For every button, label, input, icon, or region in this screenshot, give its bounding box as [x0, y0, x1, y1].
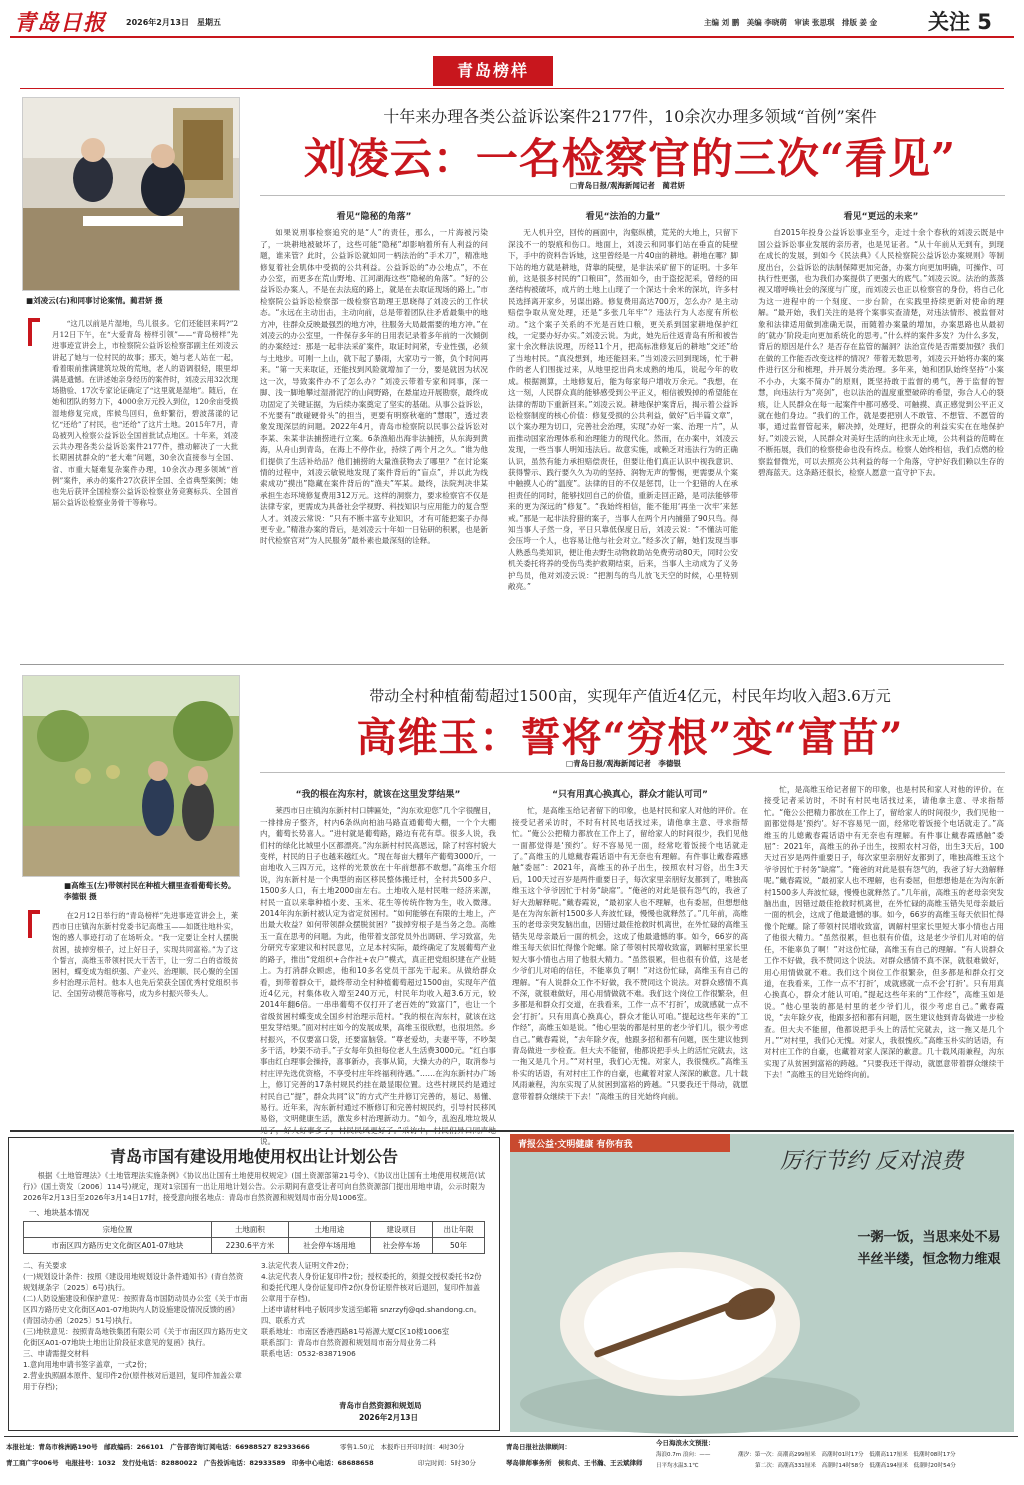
weather-title: 今日海浪水文预报： [656, 1439, 715, 1447]
legal-advisor-title: 青岛日报社法律顾问： [506, 1443, 571, 1451]
notice-title: 青岛市国有建设用地使用权出让计划公告 [109, 1147, 398, 1166]
story1-sec2-title: 看见“法治的力量” [585, 212, 661, 222]
story1-byline: □青岛日报/观海新闻记者 蔺君妍 [570, 181, 685, 190]
table-cell: 50年 [432, 1238, 484, 1254]
story1-photo-caption: ■刘凌云(右)和同事讨论案情。蔺君妍 摄 [26, 296, 163, 305]
legal-advisor-names: 琴岛律师事务所 侯和贞、王书瀚、王云斌律师 [506, 1459, 643, 1467]
section-banner: 青岛榜样 [433, 56, 553, 86]
notice-left-column: 二、有关要求 (一)规划设计条件：按照《建设用地规划设计条件通知书》(青自然资规划规条字〔2025〕6号)执行。 (二)人防设施建设和保护意见：按照青岛市国防动员办公室《关于市南区四方路历史文化街区A01-07地块内人防设施建设情况反馈的函》(青国动办函〔2025〕51号)执行。 (三)地铁意见：按照青岛地铁集团有限公司《关于市南区四方路历史文化街区A01-07地块土地出让阶段征求意见的复函》执行。 三、申请需提交材料 1.意向用地申请书签字盖章，一式2份； 2.营业执照副本原件、复印件2份(原件核对后退回，复印件加盖公章用于存档)； [23, 1261, 248, 1391]
story2-sec2-title: “只有用真心换真心，群众才能认可司” [552, 790, 708, 800]
story2-intro-text: 在2月12日举行的“青岛榜样”先进事迹宣讲会上，莱西市日庄镇沟东新村党委书记高维玉——如既往地朴实，饱的感人事迹打动了在场听众。“我一定要让全村人摆脱贫困，拔掉穷根子，过上好日子，实现共同富裕。”为了这个誓言，高维玉带领村民大干苦干，让一穷二白的省级贫困村，蝶变成为组织强、产业兴、治理顺、民心聚的全国乡村治理示范村。他本人也先后荣获全国优秀村党组织书记、全国劳动模范等称号，成为乡村振兴带头人。 [52, 911, 238, 999]
table-row [24, 1238, 485, 1254]
table-cell: 社会停车场用地 [288, 1238, 370, 1254]
story2-column-3 [764, 784, 1004, 1132]
public-service-ad [510, 1134, 1014, 1432]
story2-column-2 [512, 784, 748, 1132]
intro2-bracket [28, 910, 40, 938]
story1-headline: 刘凌云：一名检察官的三次“看见” [303, 134, 957, 183]
footer-registration: 青工商广字006号 电报挂号：1032 发行处电话：82880022 广告投诉电话：82933589 印务中心电话：68688658 [6, 1459, 374, 1467]
footer-print-time: 印完时间：5时30分 [418, 1459, 476, 1467]
table-cell: 社会停车场 [370, 1238, 432, 1254]
story2-byline: □青岛日报/观海新闻记者 李德银 [566, 759, 681, 768]
ad-slogan-line2: 半丝半缕，恒念物力维艰 [857, 1252, 1001, 1267]
story1-column-2 [508, 206, 738, 652]
story1-sec3-text: 自2015年投身公益诉讼事业至今，走过十余个春秋的刘凌云既是中国公益诉讼事业发展的亲历者，也是见证者。“从十年前从无到有，到现在成长的发展，到如今《民法典》《人民检察院公益诉讼办案规则》等制度出台，公益诉讼的法制保障更加完备，办案方向更加明确，可操作、可执行性更强，也为我们办案提供了更强大的底气。”刘凌云说。法治的蒸蒸视又增呼唤社会的深度与广度，而刘凌云也正以检察官的身份，将自己化为这一进程中的一个刻度、一步台阶，在实践里持续更新对使命的理解。“最开始，我们关注的是将个案事实查清楚，对违法情形、被监督对象和法律适用做到准确无误，而随着办案量的增加，办案思路也从最初的‘就办’阶段走向更加系统化的思考。”什么样的案件多发？为什么多发，背后的原因是什么？是否存在监管的漏洞？法治宣传是否需要加强？我们在做的工作能否改变这样的情况？带着无数思考，刘凌云开始将办案的案件进行区分和梳理，并开展分类治理。多年来，她和团队始终坚持“小案不小办，大案不简办”的原则，既坚持敢于监督的勇气，善于监督的智慧，向违法行为“亮剑”，也以法治的温度重塑破碎的希望，弥合人心的裂痕，让人民群众在每一起案件中都可感受、可触摸、真正感觉到公平正义就在他们身边。“我们的工作，就是要把别人不敢管、不想管、不愿管的事，通过监督管起来，解决掉，处理好，把群众的利益实实在在地保护好。”刘凌云说，人民群众对美好生活的向往永无止境，公共利益的范畴在不断拓展，我们的检察使命也没有终点。检察人始终相信，我们点燃的检察监督微光，可以去照亮公共利益的每一个角落，守护好我们赖以生存的碧海蓝天。这条路还很长，检察人愿意一直守护下去。 [758, 228, 1004, 477]
story2-sec1-title: “我的根在沟东村，就该在这里发芽结果” [295, 790, 461, 800]
story1-sec1-title: 看见“隐秘的角落” [336, 212, 412, 222]
public-notice [8, 1137, 500, 1431]
masthead [0, 0, 1024, 40]
story2-sec2-text: 忙，是高维玉给记者留下的印象，也是村民和家人对他的评价。在接受记者采访时，不时有村民电话找过来，请他拿主意、寻求指帮忙。“俺公公把精力都放在工作上了，留给家人的时间很少，我们见他一面都觉得是‘预约’。好不容易见一面，经常吃着饭接个电话就走了。”高维玉的儿媳戴春霞话语中有无奈也有理解。有件事让戴春霞感触“委屈”：2021年，高维玉的孙子出生，按照农村习俗，出生3天后，100天过百岁是两件重要日子，每次家里亲朋好友都到了，唯独高维玉这个爷爷因忙于村务“缺席”。“俺爸的对此是很有怨气的，我爸了好大劲解释呢。”戴春霞说，“最初家人也不理解，也有委屈，但想想他是在为沟东新村1500多人奔波忙碌，慢慢也就释然了。”几年前，高维玉的老母亲突发脑出血，因错过最佳抢救时机离世，在外忙碌的高维玉错失见母亲最后一面的机会，这成了他最遗憾的事。如今，66岁的高维玉每天依旧忙得像个陀螺。除了带领村民增收致富，调解村里家长里短大事小情也占用了他很大精力。“虽然很累，但也很有价值，这是老少爷们儿对咱的信任，不能辜负了啊！”对这份忙碌，高维玉有自己的理解。“有人说群众工作不好做，我不赞同这个说法。对群众感情不真不深，就很难做好，用心用情做就不难。我们这个岗位工作很繁杂，但多都是和群众打交道，在我看来，工作一点不‘打折’，成就感就一点不会‘打折’。只有用真心换真心，群众才能认可咱。”提起这些年来的“工作经”，高维玉如是说。“他心里装的都是村里的老少爷们儿，很少考虑自己。”戴春霞说，“去年除夕夜，他跟多招和都有问题，医生建议他到青岛做进一步检查。但大夫不能留，他都说把手头上的活忙完就去，这一拖又是几个月。”“对村里，我们心无愧。对家人，我很愧疚。”高维玉朴实的话语，有对村庄工作的自豪，也藏着对家人深深的歉意。几十载风雨兼程，沟东实现了从贫困到富裕的跨越。“只要我还干得动，就愿意带着群众继续干下去！”高维玉的目光始终向前。 [512, 806, 748, 1101]
table-header: 建设项目 [370, 1222, 432, 1238]
story-divider [20, 664, 1004, 665]
story2-sec2-continued: 忙，是高维玉给记者留下的印象，也是村民和家人对他的评价。在接受记者采访时，不时有村民电话找过来，请他拿主意、寻求指帮忙。“俺公公把精力都放在工作上了，留给家人的时间很少，我们见他一面都觉得是‘预约’。好不容易见一面，经常吃着饭接个电话就走了。”高维玉的儿媳戴春霞话语中有无奈也有理解。有件事让戴春霞感触“委屈”：2021年，高维玉的孙子出生，按照农村习俗，出生3天后，100天过百岁是两件重要日子，每次家里亲朋好友都到了，唯独高维玉这个爷爷因忙于村务“缺席”。“俺爸的对此是很有怨气的，我爸了好大劲解释呢。”戴春霞说，“最初家人也不理解，也有委屈，但想想他是在为沟东新村1500多人奔波忙碌，慢慢也就释然了。”几年前，高维玉的老母亲突发脑出血，因错过最佳抢救时机离世，在外忙碌的高维玉错失见母亲最后一面的机会，这成了他最遗憾的事。如今，66岁的高维玉每天依旧忙得像个陀螺。除了带领村民增收致富，调解村里家长里短大事小情也占用了他很大精力。“虽然很累，但也很有价值，这是老少爷们儿对咱的信任，不能辜负了啊！”对这份忙碌，高维玉有自己的理解。“有人说群众工作不好做，我不赞同这个说法。对群众感情不真不深，就很难做好，用心用情做就不难。我们这个岗位工作很繁杂，但多都是和群众打交道，在我看来，工作一点不‘打折’，成就感就一点不会‘打折’。只有用真心换真心，群众才能认可咱。”提起这些年来的“工作经”，高维玉如是说。“他心里装的都是村里的老少爷们儿，很少考虑自己。”戴春霞说，“去年除夕夜，他跟多招和都有问题，医生建议他到青岛做进一步检查。但大夫不能留，他都说把手头上的活忙完就去，这一拖又是几个月。”“对村里，我们心无愧。对家人，我很愧疚。”高维玉朴实的话语，有对村庄工作的自豪，也藏着对家人深深的歉意。几十载风雨兼程，沟东实现了从贫困到富裕的跨越。“只要我还干得动，就愿意带着群众继续干下去！”高维玉的目光始终向前。 [764, 785, 1004, 1080]
banner-line [20, 88, 1004, 89]
weather-temp: 日平均水温3.1℃ [656, 1463, 699, 1469]
story1-sec3-title: 看见“更远的未来” [843, 212, 919, 222]
table-header-row [24, 1222, 485, 1238]
table-header: 土地用途 [288, 1222, 370, 1238]
land-plot-table [23, 1221, 485, 1254]
table-header: 土地面积 [211, 1222, 288, 1238]
notice-right-column: 3.法定代表人证明文件2份； 4.法定代表人身份证复印件2份；授权委托的，须提交授权委托书2份和委托代理人身份证复印件2份(身份证原件核对后退回，复印件加盖公章用于存档)。 上述申请材料电子版同步发送至邮箱 snzrzyfj@qd.shandong.cn。 四、联系方式 联系地址：市南区香港西路81号裕源大厦C区10楼1006室 联系部门：青岛市自然资源和规划局市南分局业务二科 联系电话：0532-83871906 [261, 1261, 482, 1358]
story1-rule [260, 195, 1005, 196]
weather-wave: 海浪0.7m 浪向：—— [656, 1452, 711, 1458]
vineyard-scene-image [23, 676, 239, 876]
tide-first: 潮汐：第一次：高潮高299厘米 高潮时01时17分 低潮高117厘米 低潮时08时17分 [738, 1452, 956, 1458]
story2-photo [22, 675, 240, 877]
story2-column-1 [260, 784, 497, 1147]
ad-header: 青报公益·文明健康 有你有我 [518, 1140, 633, 1150]
masthead-rule [10, 36, 1014, 38]
table-cell: 市南区四方路历史文化街区A01-07地块 [24, 1238, 212, 1254]
story1-photo [22, 97, 240, 291]
bowl-and-spoon-image [530, 1204, 860, 1424]
footer-rule [4, 1436, 1018, 1437]
ad-title: 厉行节约 反对浪费 [780, 1149, 963, 1174]
table-cell: 2230.6平方米 [211, 1238, 288, 1254]
story1-sec1-text: 如果说刑事检察追究的是“人”的责任，那么，一片海被污染了，一块耕地被破坏了，这些可能“隐秘”却影响着所有人利益的问题，谁来管？此时，公益诉讼就如同一柄法治的“手术刀”，精准地修复着社会肌体中受损的公共利益。公益诉讼的“办公地点”，不在办公室，而更多在荒山野地、江河湖海这些“隐秘的角落”。“好的公益诉讼办案人，不是在去法庭的路上，就是在去取证现场的路上。”市检察院公益诉讼检察部一级检察官助理王思晓得了刘凌云的工作状态。“永远在主动出击，主动向前，总是带着团队往矛盾最集中的地方冲，往群众反映最强烈的地方冲，往服务大局最需要的地方冲。”在刘凌云的办公室里，一件保存多年的日用表记录着多年前的一次倾倒的办案经过：那是一起非法采矿案件，取证时间紧，专业性强，必须与土地步。可刚一上山，就下起了暴雨，大家功亏一篑，负个时间再来。“第一天来取证，还能找到风险就增加了一分，要是就因为状况这一次，导致案件办不了怎么办？”刘凌云带着专家和同事，深一脚、浅一脚地攀过湿滑泥泞的山间野路，在悬崖边开展勘察，最终成功固定了关键证据，为后续办案奠定了坚实的基础。从事公益诉讼，不光要有“敢碰硬骨头”的担当，更要有明察秋毫的“慧眼”，透过表象发现深层的问题。2022年4月，青岛市检察院以民事公益诉讼对李某、朱某非法捕捞进行立案。6条渔船出海非法捕捞，从东海到黄海，从舟山到青岛，在海上不停作业，持续了两个月之久。“谁为他们提供了生活补给品？他们捕捞的大量渔获物去了哪里？”在讨论案情的过程中，刘凌云敏锐地发现了案件背后的“盲点”，并以此为线索成功“摸出”隐藏在案件背后的“渔夫”军某。最终，法院判决非某承担生态环境修复费用312万元。这样的洞察力，要求检察官不仅是法律专家，更需成为具备社会学视野、科技知识与应用能力的复合型人才。刘凌云常说：“只有不断丰富专业知识，才有可能把案子办得更专业。”精准办案的背后，是刘凌云十年如一日钻研的积累，也是新时代检察官对“为人民服务”最朴素也最深刻的诠释。 [260, 228, 488, 546]
ad-slogan-line1: 一粥一饭，当思来处不易 [857, 1230, 1001, 1245]
newspaper-logo: 青岛日报 [14, 10, 107, 36]
story2-photo-caption: ■高维玉(左)带领村民在种植大棚里查看葡萄长势。 李德银 摄 [64, 881, 240, 901]
bottom-divider [10, 1130, 1014, 1132]
notice-intro: 根据《土地管理法》《土地管理法实施条例》《协议出让国有土地使用权规定》(国土资源部第21号令)、《协议出让国有土地使用权规范(试行)》(国土资发〔2006〕114号)规定，现对1宗国有一出让用地计划公告。公示期间有意受让者可向自然资源部门提出用地申请，公示时限为2026年2月13日至2026年3月14日17时，接受意向报名地点：青岛市自然资源和规划局市南分局1006室。 [23, 1171, 485, 1202]
section-label: 关注 5 [928, 10, 992, 34]
story2-rule [260, 772, 1005, 773]
issue-date: 2026年2月13日 星期五 [126, 18, 221, 27]
story2-headline: 高维玉：誓将“穷根”变“富苗” [356, 714, 904, 761]
story1-sec2-text: 无人机升空，回传的画面中，沟壑纵横，荒芜的大地上，只留下深浅不一的裂痕和伤口。地面上，刘凌云和同事们站在垂直的陡壁下，手中的资料告诉她，这里曾经是一片40亩的耕地。耕地在哪？脚下站的地方就是耕地，背靠的陡壁，是非法采矿留下的证明。十多年前，这是很多村民的“口粮田”，然而如今，由于盗挖泥采，曾经的田垄结构被破坏，成片的土地上山现了一个深达十余米的深坑，许多村民选择离开家乡，另谋出路。修复费用高达700万，怎么办？是主动赔偿争取从宽处理，还是“多张几年牢”？违法行为人态度有所松动。“这个案子关系的不光是百姓口粮，更关系到国家耕地保护红线，一定要办好办实。”刘凌云说。为此，她先后往返青岛有所和被告家十余次释法说理，历经11个月，把高标准修复后的耕地“交还”给了当地村民。“真没想到，地还能回来。”当刘凌云回到现场，忙于耕作的老人们围拢过来，从地里挖出尚未成熟的地瓜，说起今年的收成。根据测算，土地修复后，能为每家每户增收万余元。“我想，在这一刻，人民群众真的能够感受到公平正义，相信被毁掉的希望能在法律的帮助下重新回来。”刘凌云说。耕地保护案背后，揭示着公益诉讼检察制度的核心价值：修复受损的公共利益，做好“后半篇文章”，以个案办理为切口，完善社会治理，实现“办好一案、治理一片”，从而推动国家治理体系和治理能力的现代化。然而，在办案中，刘凌云发现，一些当事人明知违法后。故意实施，或赖乏对违法行为的正确认识，虽然有能力承担赔偿责任，但要让他们真正认识中视我意识、获得警示、践行要久久为功的坚持、润物无声的警惕，更需要从个案中触摸人心的“温度”。法律的目的不仅是惩罚，让一个犯错的人在承担责任的同时，能够找回自己的价值，重新走回正路，是司法能够带来的更为深远的“修复”。“我始终相信，能不能用‘再坐一次牢’来惩戒。”那是一起非法狩猎的案子，当事人在两个月内捕猎了90只鸟。得知当事人子然一身，平日只靠低保度日后，刘凌云说：“不懂法可能会压垮一个人，也容易让他与社会对立。”经多次了解，她们发现当事人熟悉鸟类知识，便让他去野生动物救助站免费劳动80天，同时公安机关委托将养的受伤鸟类护救期结束，后来，当事人主动成为了义务护鸟员，他对刘凌云说：“把割鸟的鸟儿放飞天空的时候，心里特别敞亮。” [508, 228, 739, 591]
notice-section-1: 一、地块基本情况 [29, 1208, 89, 1217]
tide-second: 第二次：高潮高331厘米 高潮时14时58分 低潮高194厘米 低潮时20时54分 [755, 1463, 956, 1469]
notice-date: 2026年2月13日 [359, 1413, 419, 1422]
story1-intro [52, 318, 238, 658]
story2-sec1-text: 莱西市日庄镇沟东新村村口牌匾处，“沟东欢迎您”几个字很醒目，一排排房子整齐，村内6条纵向柏油马路直通葡萄大棚，一个个大棚内，葡萄长势喜人。“进村就是葡萄路，路边有花有草。很多人说，我们村的绿化比城里小区都漂亮。”沟东新村村民高恩远，除了村容村貌大变样，村民的日子也越来越红火。“现在每亩大棚年产葡萄3000斤，一亩地收入三四万元，这样的光景放在十年前想都不敢想。”高维玉介绍说，沟东新村是一个典型的南区移民整体搬迁村，全村共500多户、1500多人口，有土地2000亩左右。土地收入是村民唯一经济来源，村民一直以来靠种植小麦、玉米、花生等传统作物为生，收入微薄。2014年沟东新村被认定为省定贫困村。“如何能够在有限的土地上，产出最大收益？如何带领群众摆脱贫困？”拔掉穷根子是当务之急。高维玉一直在思考的问题。为此，他带着支部党员外出调研、学习致富，先分研究专家建议和村民意见，立足本村实际，最终确定了发展葡萄产业的路子，推出“党组织+合作社+农户”模式，真正把党组织建在产业链上。为打消群众顾虑，他和10多名党员干部先干起来。从做给群众看，到带着群众干，最终带动全村种植葡萄超过1500亩，实现年产值近4亿元，村集体收入增至240万元，村民年均收入超3.6万元，较2014年翻6倍。一串串葡萄不仅打开了老百姓的“致富门”，也让一个省级贫困村蝶变成全国乡村治理示范村。“我的根在沟东村，就该在这里发芽结果。”面对村庄如今的发展成果，高维玉很欣慰，也很坦然。乡村振兴，不仅要富口袋，还要富脑袋。“尊老爱幼，夫妻平等，不吵架多干活，吵架不动手。”子女每年负担每位老人生活费3000元。“红白事事由红白理事会操持，喜事新办，丧事从简，大操大办的户，取消参与村庄评先选优资格，不享受村庄年终福利待遇。”……在沟东新村办广场上，修订完善的17条村规民约挂在最显眼位置。这些村规民约是通过村民自己“提”，群众共同“议”的方式产生并修订完善的，易记、易懂、易行。近年来，沟东新村通过不断修订和完善村规民约，引导村民移风易俗，文明健康生活，激发乡村治理新动力。“如今，乱泡乱堆垃圾从 说。 [260, 806, 497, 1147]
office-scene-image [23, 98, 239, 290]
notice-signature: 青岛市自然资源和规划局 [339, 1401, 422, 1410]
table-header: 宗地位置 [24, 1222, 212, 1238]
story2-kicker: 带动全村种植葡萄超过1500亩，实现年产值近4亿元，村民年均收入超3.6万元 [369, 687, 891, 705]
footer-price: 零售1.50元 本报昨日开印时间：4时30分 [340, 1443, 465, 1451]
story1-intro-text: “这几以前是片湿地，鸟儿很多。它们还能回来吗?”2月12日下午，在“大爱青岛 榜样引领”——“青岛榜样”先进事迹宣讲会上，市检察院公益诉讼检察部副主任刘凌云讲起了她与一位村民的故事；那天，她与老人站在一起，看着眼前推满建筑垃圾的荒地，老人的语调很轻，眼里却满是遗憾。在讲述她亲身经历的案件时，刘凌云用32次现场勘验、17次专家论证确定了“这里就是湿地”。随后，在她和团队的努力下，4000余万元投入到位，120余亩受损湿地修复完成，库候鸟回归，鱼虾繁衍，碧波荡漾的记忆“还给”了村民，也“还给”了这片土地。2015年7月，青岛被列入检察公益诉讼全国首批试点地区。十年来，刘凌云共办理各类公益诉讼案件2177件，推动解决了一大批长期困扰群众的“老大难”问题，30余次直接参与全国、省、市重大疑难复杂案件办理，10余次办理多领域“首例”案件，承办的案件27次获评全国、全省典型案例；她也先后获评全国检察公益诉讼检察业务竞赛标兵、全国首届公益诉讼检察业务骨干等称号。 [52, 319, 238, 508]
story1-kicker: 十年来办理各类公益诉讼案件2177件，10余次办理多领域“首例”案件 [383, 107, 877, 126]
intro-bracket [28, 318, 40, 346]
story2-intro [52, 910, 238, 1036]
table-header: 出让年限 [432, 1222, 484, 1238]
story1-column-1 [260, 206, 488, 652]
editors-line: 主编 刘 鹏 美编 李晓萌 审读 张思琪 排版 姜 金 [704, 18, 878, 27]
story1-column-3 [758, 206, 1004, 652]
footer-address: 本报社址：青岛市株洲路190号 邮政编码：266101 广告部咨询订阅电话：66988527 82933666 [6, 1443, 310, 1451]
